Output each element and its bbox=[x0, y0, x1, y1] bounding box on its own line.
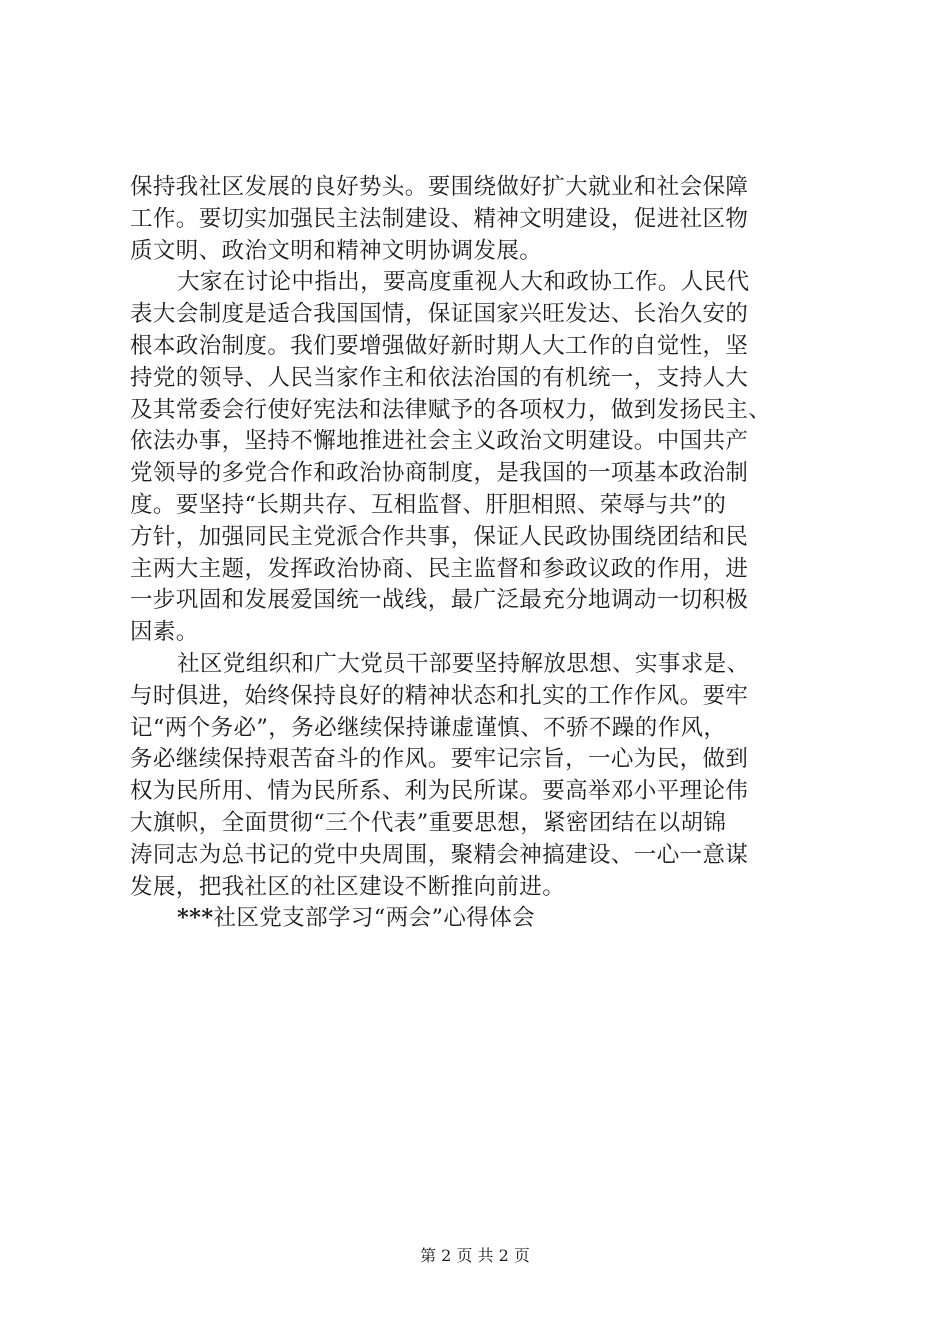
closing-title-text: 社区党支部学习“两会”心得体会 bbox=[213, 905, 536, 932]
text-line: 因素。 bbox=[130, 619, 199, 646]
text-line: 度。要坚持“长期共存、互相监督、肝胆相照、荣辱与共”的 bbox=[130, 491, 727, 518]
text-line: 主两大主题，发挥政治协商、民主监督和参政议政的作用，进 bbox=[130, 555, 749, 582]
text-line: 记“两个务必”，务必继续保持谦虚谨慎、不骄不躁的作风， bbox=[130, 714, 727, 741]
text-line: 及其常委会行使好宪法和法律赋予的各项权力，做到发扬民主、 bbox=[130, 396, 772, 423]
text-line: 持党的领导、人民当家作主和依法治国的有机统一，支持人大 bbox=[130, 364, 749, 391]
text-line: 表大会制度是适合我国国情，保证国家兴旺发达、长治久安的 bbox=[130, 301, 749, 328]
text-line: 质文明、政治文明和精神文明协调发展。 bbox=[130, 237, 543, 264]
text-line: 与时俱进，始终保持良好的精神状态和扎实的工作作风。要牢 bbox=[130, 682, 749, 709]
text-line: 权为民所用、情为民所系、利为民所谋。要高举邓小平理论伟 bbox=[130, 778, 749, 805]
text-line: 依法办事，坚持不懈地推进社会主义政治文明建设。中国共产 bbox=[130, 428, 749, 455]
text-line: 务必继续保持艰苦奋斗的作风。要牢记宗旨，一心为民，做到 bbox=[130, 746, 749, 773]
text-line: 涛同志为总书记的党中央周围，聚精会神搞建设、一心一意谋 bbox=[130, 841, 749, 868]
text-line: 发展，把我社区的社区建设不断推向前进。 bbox=[130, 873, 566, 900]
text-line: 大旗帜，全面贯彻“三个代表”重要思想，紧密团结在以胡锦 bbox=[130, 809, 727, 836]
text-line: 根本政治制度。我们要增强做好新时期人大工作的自觉性，坚 bbox=[130, 332, 749, 359]
text-line: 保持我社区发展的良好势头。要围绕做好扩大就业和社会保障 bbox=[130, 174, 749, 200]
text-line: 一步巩固和发展爱国统一战线，最广泛最充分地调动一切积极 bbox=[130, 587, 749, 614]
text-line: 方针，加强同民主党派合作共事，保证人民政协围绕团结和民 bbox=[130, 523, 749, 550]
closing-title bbox=[130, 903, 830, 935]
document-body bbox=[130, 172, 830, 935]
page-footer: 第 2 页 共 2 页 bbox=[420, 1246, 530, 1265]
text-line: 大家在讨论中指出，要高度重视人大和政协工作。人民代 bbox=[177, 269, 750, 296]
text-line: 党领导的多党合作和政治协商制度，是我国的一项基本政治制 bbox=[130, 460, 749, 487]
redaction-stars: *** bbox=[177, 905, 214, 932]
text-line: 工作。要切实加强民主法制建设、精神文明建设，促进社区物 bbox=[130, 205, 749, 232]
text-line: 社区党组织和广大党员干部要坚持解放思想、实事求是、 bbox=[177, 650, 750, 677]
